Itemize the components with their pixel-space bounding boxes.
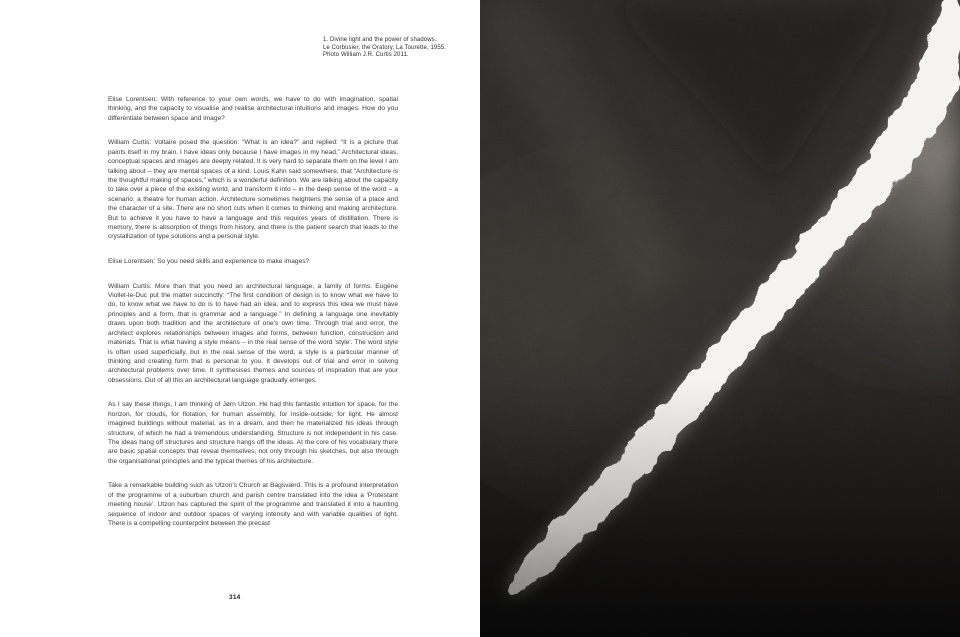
interview-text <box>108 95 398 528</box>
interview-paragraph: As I say these things, I am thinking of Jørn Utzon. He had this fantastic intuition for space, for the horizon, for clouds, for flotation, for human assembly, for inside-outside, for light. He almost imagined buildings without material, as in a dream, and then he materialized his ideas through structure, of which he had a tremendous understanding. Structure is not independent in his case. The ideas hang off structures and structure hangs off the ideas. At the core of his vocabulary there are basic spatial concepts that reveal themselves, not only through his sketches, but also through the organisational principles and the typical themes of his architecture. <box>108 401 398 465</box>
right-page-photo <box>480 0 960 637</box>
figure-caption-line: Photo William J.R. Curtis 2011. <box>323 52 409 59</box>
interview-paragraph: Elise Lorentsen: So you need skills and experience to make images? <box>108 258 310 266</box>
page-number: 314 <box>229 594 241 601</box>
figure-caption-line: Le Corbusier, the Oratory, La Tourette, 1955. <box>323 44 447 51</box>
latourette-photo <box>480 0 960 637</box>
interview-paragraph: William Curtis: More than that you need an architectural language, a family of forms. Eugène Viollet-le-Duc put the matter succinctly: “The first condition of design is to know what we have to do, to know what we have to do is to have had an idea; and to express this idea we must have principles and a form, that is grammar and a language.” In defining a language one inevitably draws upon both tradition and the architecture of one's own time. Through trial and error, the architect explores relationships between images and forms, between function, construction and materials. That is what having a style means – in the real sense of the word 'style'. The word style is often used superficially, but in the real sense of the word, a style is a particular manner of thinking and creating form that is personal to you. It develops out of trial and error in solving architectural problems over time. It synthesises themes and sources of inspiration that are your obsessions. Out of all this an architectural language gradually emerges. <box>108 282 398 384</box>
figure-caption-line: 1. Divine light and the power of shadows. <box>323 37 437 43</box>
interview-paragraph: Take a remarkable building such as Utzon's Church at Bagsværd. This is a profound interpretation of the programme of a suburban church and parish centre translated into the idea a 'Protestant meeting house'. Utzon has captured the spirit of the programme and translated it into a haunting sequence of indoor and outdoor spaces of varying intensity and with variable qualities of light. There is a compelling counterpoint between the precast <box>108 482 398 527</box>
interview-paragraph: Elise Lorentsen: With reference to your own words, we have to do with imagination, spatial thinking, and the capacity to visualise and realise architectural intuitions and images. How do you differentiate between space and image? <box>108 96 398 122</box>
interview-paragraph: William Curtis: Voltaire posed the question: “What is an idea?” and replied: “It is a picture that paints itself in my brain. I have ideas only because I have images in my head.” Architectural ideas, conceptual spaces and images are deeply related. It is very hard to separate them on the level I am talking about – they are mental spaces of a kind. Louis Kahn said somewhere, that “Architecture is the thoughtful making of spaces,” which is a wonderful definition. We are talking about the capacity to take over a piece of the existing world, and transform it into – in the deep sense of the word – a scenario: a theatre for human action. Architecture sometimes heightens the sense of a place and the character of a site. There are no short cuts when it comes to thinking and making architecture. But to achieve it you have to have a language and this requires years of distillation. There is memory, there is absorption of things from history, and there is the patient search that leads to the crystallization of type solutions and a personal style. <box>108 139 398 241</box>
figure-caption <box>323 37 463 60</box>
photo-grain-blotch <box>480 0 960 637</box>
